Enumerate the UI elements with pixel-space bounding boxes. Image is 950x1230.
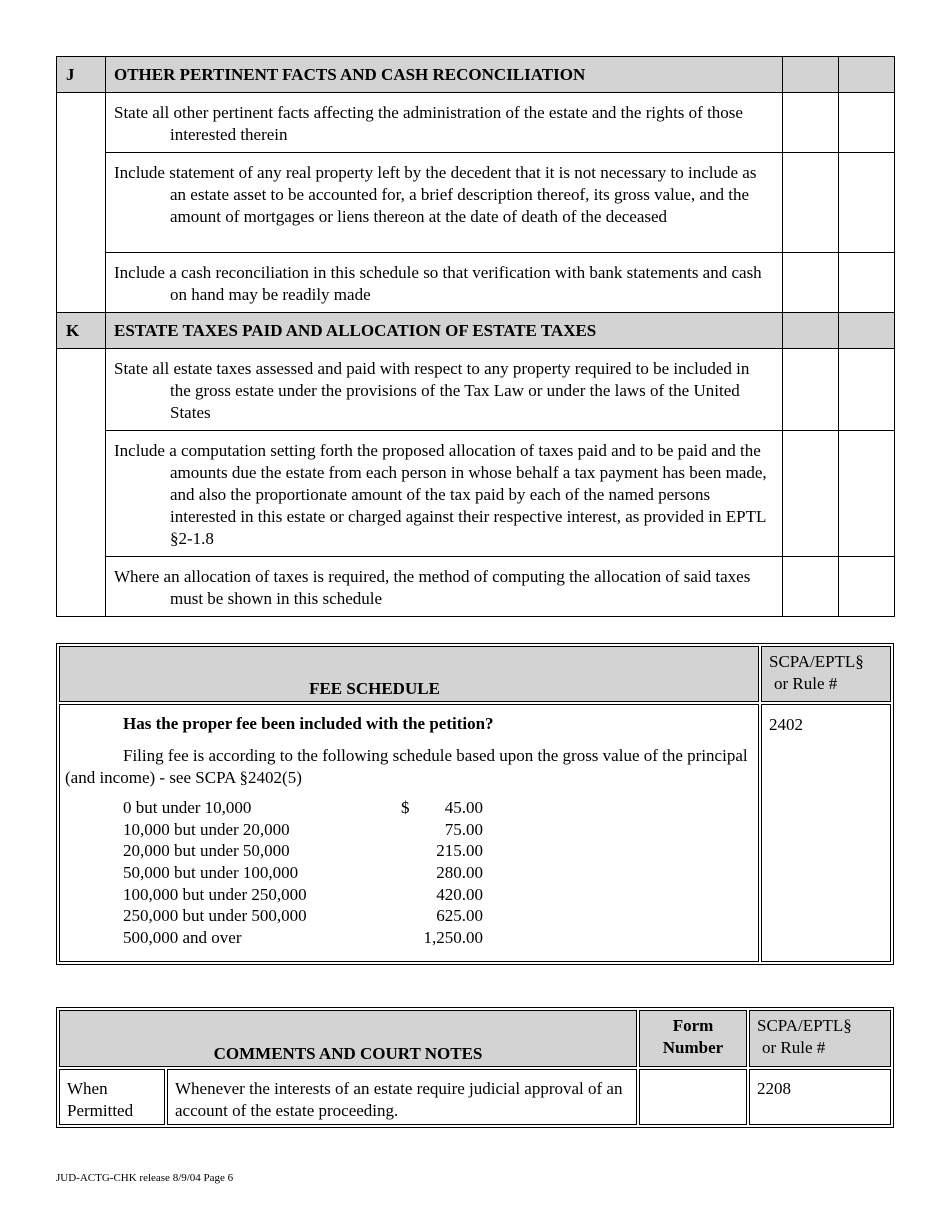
check-cell[interactable]	[839, 349, 895, 431]
checklist-item: State all other pertinent facts affecting the administration of the estate and the rights of those interested therein	[106, 93, 783, 153]
form-number	[639, 1069, 747, 1125]
comments-header	[59, 1010, 891, 1067]
comment-label: When Permitted	[59, 1069, 165, 1125]
fee-schedule-table	[56, 643, 894, 965]
check-cell	[783, 57, 839, 93]
checklist-item: Include a computation setting forth the proposed allocation of taxes paid and to be paid and the amounts due the estate from each person in whose behalf a tax payment has been made, and also the proportionate amount of the tax paid by each of the named persons interested in this estate or charged against their respective interest, as provided in EPTL §2-1.8	[106, 431, 783, 557]
fee-list	[123, 797, 750, 949]
checklist-item: Include statement of any real property left by the decedent that it is not necessary to include as an estate asset to be accounted for, a brief description thereof, its gross value, and the amount of mortgages or liens thereon at the date of death of the deceased	[106, 153, 783, 253]
check-cell	[839, 313, 895, 349]
ref-header: SCPA/EPTL§ or Rule #	[761, 646, 891, 702]
checklist-item: Include a cash reconciliation in this schedule so that verification with bank statements and cash on hand may be readily made	[106, 253, 783, 313]
check-cell[interactable]	[839, 153, 895, 253]
check-cell[interactable]	[783, 349, 839, 431]
check-cell[interactable]	[783, 153, 839, 253]
section-k-header	[57, 313, 895, 349]
section-letter: K	[57, 313, 106, 349]
comment-ref: 2208	[749, 1069, 891, 1125]
check-cell[interactable]	[783, 431, 839, 557]
fee-schedule-body	[59, 704, 891, 962]
check-cell[interactable]	[839, 93, 895, 153]
comment-text: Whenever the interests of an estate require judicial approval of an account of the estate proceeding.	[167, 1069, 637, 1125]
section-letter-spacer	[57, 349, 106, 617]
checklist-row	[57, 557, 895, 617]
check-cell[interactable]	[783, 93, 839, 153]
comments-title: COMMENTS AND COURT NOTES	[59, 1010, 637, 1067]
checklist-item: State all estate taxes assessed and paid with respect to any property required to be included in the gross estate under the provisions of the Tax Law or under the laws of the United States	[106, 349, 783, 431]
check-cell[interactable]	[783, 557, 839, 617]
fee-schedule-content	[59, 704, 759, 962]
checklist-item: Where an allocation of taxes is required, the method of computing the allocation of said taxes must be shown in this schedule	[106, 557, 783, 617]
fee-row: 10,000 but under 20,000 75.00	[123, 819, 483, 839]
section-j-header	[57, 57, 895, 93]
page-footer: JUD-ACTG-CHK release 8/9/04 Page 6	[56, 1172, 234, 1184]
fee-description: Filing fee is according to the following schedule based upon the gross value of the principal (and income) - see SCPA §2402(5)	[65, 746, 748, 787]
checklist-table	[56, 56, 895, 617]
fee-row: 50,000 but under 100,000 280.00	[123, 863, 483, 883]
comments-row	[59, 1069, 891, 1125]
section-title: ESTATE TAXES PAID AND ALLOCATION OF ESTATE TAXES	[106, 313, 783, 349]
check-cell	[839, 57, 895, 93]
fee-row: 20,000 but under 50,000 215.00	[123, 841, 483, 861]
checklist-row	[57, 253, 895, 313]
check-cell[interactable]	[839, 253, 895, 313]
fee-schedule-header	[59, 646, 891, 702]
fee-row: 250,000 but under 500,000 625.00	[123, 906, 483, 926]
fee-row: 0 but under 10,000 $ 45.00	[123, 798, 483, 817]
ref-header: SCPA/EPTL§ or Rule #	[749, 1010, 891, 1067]
check-cell	[783, 313, 839, 349]
section-letter-spacer	[57, 93, 106, 313]
check-cell[interactable]	[839, 431, 895, 557]
check-cell[interactable]	[783, 253, 839, 313]
check-cell[interactable]	[839, 557, 895, 617]
fee-row: 100,000 but under 250,000 420.00	[123, 884, 483, 904]
checklist-row	[57, 349, 895, 431]
checklist-row	[57, 93, 895, 153]
section-title: OTHER PERTINENT FACTS AND CASH RECONCILIATION	[106, 57, 783, 93]
fee-schedule-title: FEE SCHEDULE	[59, 646, 759, 702]
checklist-row	[57, 431, 895, 557]
fee-ref: 2402	[761, 704, 891, 962]
fee-row: 500,000 and over 1,250.00	[123, 928, 483, 948]
fee-question: Has the proper fee been included with the petition?	[123, 714, 494, 733]
checklist-row	[57, 153, 895, 253]
form-number-header: Form Number	[639, 1010, 747, 1067]
comments-table	[56, 1007, 894, 1128]
section-letter: J	[57, 57, 106, 93]
